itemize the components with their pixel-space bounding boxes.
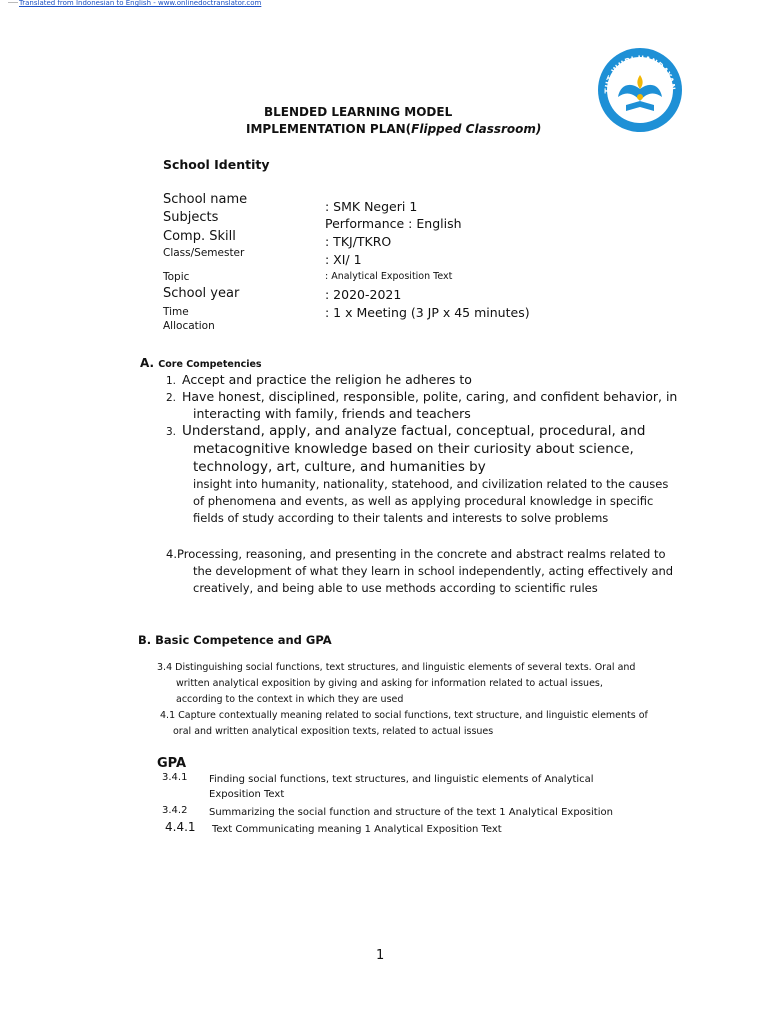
gpa-heading: GPA — [157, 756, 187, 771]
gpa-item-3-line1: Text Communicating meaning 1 Analytical Exposition Text — [212, 824, 502, 835]
kd-4-1-line2: oral and written analytical exposition texts, related to actual issues — [173, 726, 494, 737]
gpa-item-3-num: 4.4.1 — [165, 820, 196, 834]
core-item-2: 2. Have honest, disciplined, responsible, polite, caring, and confident behavior, in — [166, 389, 678, 404]
core-item-4-cont2: creatively, and being able to use methods according to scientific rules — [193, 581, 598, 595]
gpa-item-1-line2: Exposition Text — [209, 789, 285, 800]
core-item-3-cont2: technology, art, culture, and humanities by — [193, 459, 486, 475]
value-time-allocation: : 1 x Meeting (3 JP x 45 minutes) — [325, 305, 530, 320]
core-item-4-cont1: the development of what they learn in school independently, acting effectively and — [193, 564, 674, 578]
gpa-item-1-line1: Finding social functions, text structures, and linguistic elements of Analytical — [209, 774, 594, 785]
gpa-item-1-num: 3.4.1 — [162, 772, 188, 783]
value-subjects: Performance : English — [325, 216, 462, 231]
core-item-3-cont3: insight into humanity, nationality, statehood, and civilization related to the causes — [193, 477, 669, 491]
core-item-3-cont5: fields of study according to their talents and interests to solve problems — [193, 511, 609, 525]
core-competencies-heading: A. Core Competencies — [140, 356, 262, 370]
doc-title-line2: IMPLEMENTATION PLAN(Flipped Classroom) — [246, 122, 542, 136]
doc-title-line1: BLENDED LEARNING MODEL — [264, 105, 453, 119]
label-subjects: Subjects — [163, 210, 219, 225]
basic-competence-heading: B. Basic Competence and GPA — [138, 633, 332, 647]
kd-4-1-line1: 4.1 Capture contextually meaning related to social functions, text structure, and linguistic elements of — [160, 710, 648, 721]
label-allocation: Allocation — [163, 320, 215, 332]
kd-3-4-line2: written analytical exposition by giving and asking for information related to actual issues, — [176, 678, 603, 689]
core-item-4: 4.Processing, reasoning, and presenting in the concrete and abstract realms related to — [166, 547, 666, 561]
label-comp-skill: Comp. Skill — [163, 229, 236, 244]
label-school-year: School year — [163, 286, 240, 301]
tut-wuri-handayani-logo — [596, 45, 684, 133]
value-school-year: : 2020-2021 — [325, 287, 402, 302]
core-item-3: 3. Understand, apply, and analyze factual, conceptual, procedural, and — [166, 423, 646, 439]
core-item-3-cont1: metacognitive knowledge based on their curiosity about science, — [193, 441, 634, 457]
school-identity-heading: School Identity — [163, 157, 270, 172]
gpa-item-2-num: 3.4.2 — [162, 805, 188, 816]
translator-note-link[interactable]: Translated from Indonesian to English - www.onlinedoctranslator.com — [8, 0, 261, 7]
label-time: Time — [163, 306, 189, 318]
value-class-semester: : XI/ 1 — [325, 252, 362, 267]
kd-3-4-line3: according to the context in which they are used — [176, 694, 404, 705]
svg-text:TUT WURI HANDAYANI: TUT WURI HANDAYAN — [602, 53, 678, 94]
page-number: 1 — [376, 948, 385, 963]
value-comp-skill: : TKJ/TKRO — [325, 234, 392, 249]
value-topic: : Analytical Exposition Text — [325, 271, 453, 282]
label-class-semester: Class/Semester — [163, 247, 245, 259]
kd-3-4-line1: 3.4 Distinguishing social functions, text structures, and linguistic elements of several texts. Oral and — [157, 662, 636, 673]
value-school-name: : SMK Negeri 1 — [325, 199, 418, 214]
gpa-item-2-line1: Summarizing the social function and structure of the text 1 Analytical Exposition — [209, 807, 613, 818]
translator-mark — [8, 2, 18, 3]
core-item-1: 1. Accept and practice the religion he adheres to — [166, 372, 472, 387]
label-topic: Topic — [163, 271, 190, 283]
core-item-3-cont4: of phenomena and events, as well as applying procedural knowledge in specific — [193, 494, 654, 508]
core-item-2-cont: interacting with family, friends and teachers — [193, 406, 471, 421]
label-school-name: School name — [163, 192, 248, 207]
